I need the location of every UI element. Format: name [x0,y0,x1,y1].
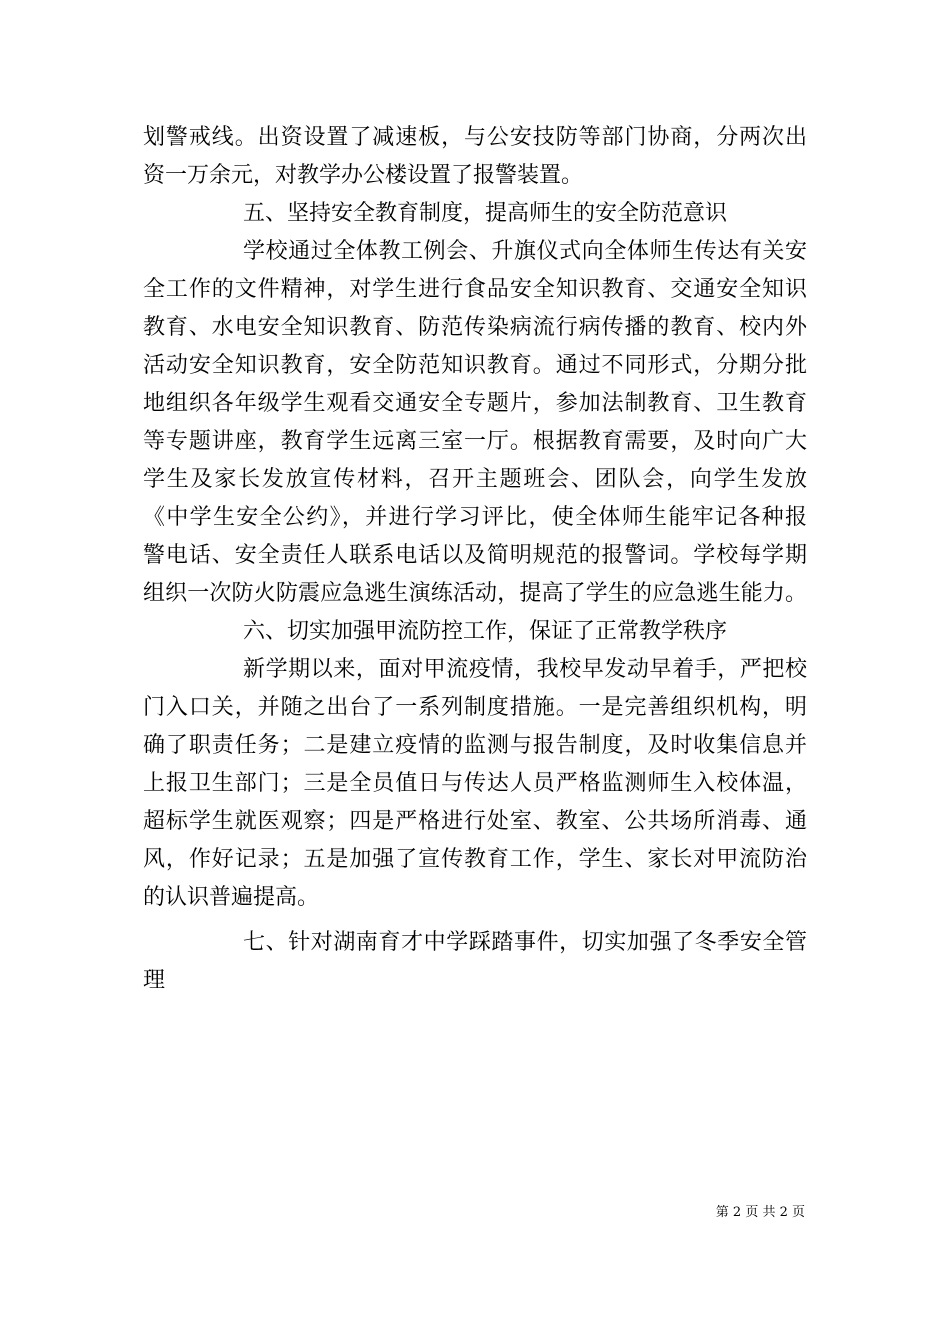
body-text-line: 的认识普遍提高。 [143,885,320,910]
body-text-line: 确了职责任务；二是建立疫情的监测与报告制度，及时收集信息并 [143,733,807,758]
body-text-line: 划警戒线。出资设置了减速板，与公安技防等部门协商，分两次出 [143,125,807,150]
body-text-line: 上报卫生部门；三是全员值日与传达人员严格监测师生入校体温， [143,771,807,796]
page-number-footer: 第 2 页 共 2 页 [715,1205,805,1220]
body-text-line: 警电话、安全责任人联系电话以及简明规范的报警词。学校每学期 [143,543,807,568]
body-text-line: 学生及家长发放宣传材料，召开主题班会、团队会，向学生发放 [143,467,807,492]
body-text-line: 新学期以来，面对甲流疫情，我校早发动早着手，严把校 [243,657,807,682]
body-text-line: 活动安全知识教育，安全防范知识教育。通过不同形式，分期分批 [143,353,807,378]
section-heading: 六、切实加强甲流防控工作，保证了正常教学秩序 [243,619,728,644]
section-heading-continued: 理 [143,968,166,993]
section-heading: 五、坚持安全教育制度，提高师生的安全防范意识 [243,201,728,226]
body-text-line: 超标学生就医观察；四是严格进行处室、教室、公共场所消毒、通 [143,809,807,834]
body-text-line: 学校通过全体教工例会、升旗仪式向全体师生传达有关安 [243,239,807,264]
body-text-line: 地组织各年级学生观看交通安全专题片，参加法制教育、卫生教育 [143,391,807,416]
body-text-line: 全工作的文件精神，对学生进行食品安全知识教育、交通安全知识 [143,277,807,302]
body-text-line: 等专题讲座，教育学生远离三室一厅。根据教育需要，及时向广大 [143,429,807,454]
body-text-line: 资一万余元，对教学办公楼设置了报警装置。 [143,163,584,188]
body-text-line: 门入口关，并随之出台了一系列制度措施。一是完善组织机构，明 [143,695,807,720]
section-heading: 七、针对湖南育才中学踩踏事件，切实加强了冬季安全管 [243,930,807,955]
body-text-line: 组织一次防火防震应急逃生演练活动，提高了学生的应急逃生能力。 [143,581,807,606]
body-text-line: 《中学生安全公约》，并进行学习评比，使全体师生能牢记各种报 [143,505,807,530]
body-text-line: 教育、水电安全知识教育、防范传染病流行病传播的教育、校内外 [143,315,807,340]
body-text-line: 风，作好记录；五是加强了宣传教育工作，学生、家长对甲流防治 [143,847,807,872]
